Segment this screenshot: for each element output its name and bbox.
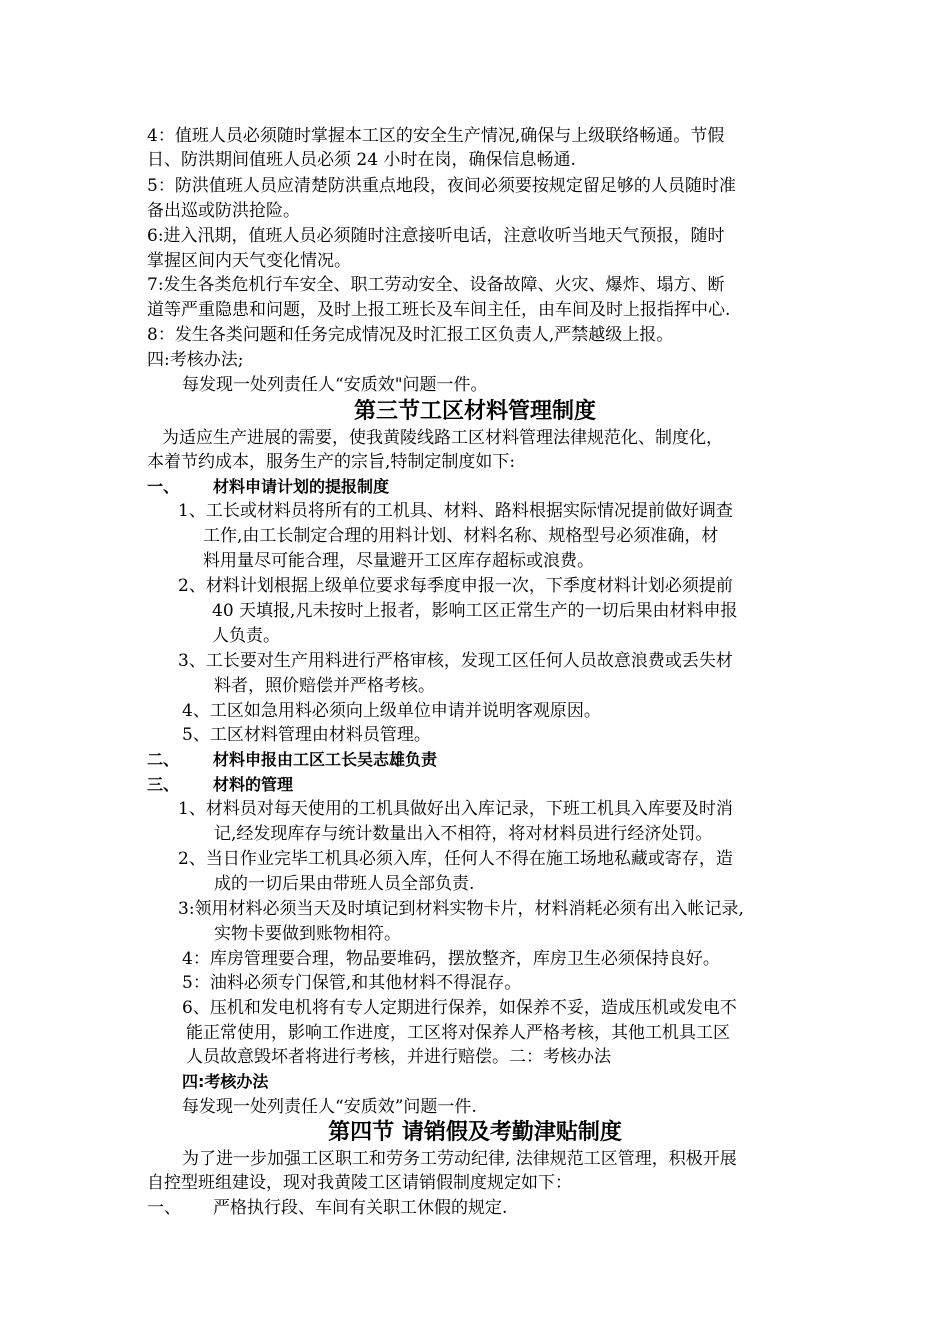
list-number: 三、: [147, 775, 180, 794]
subsection-heading: 材料申请计划的提报制度: [213, 477, 390, 496]
list-item: 1、材料员对每天使用的工机具做好出入库记录，下班工机具入库要及时消: [178, 799, 733, 819]
paragraph-line: 为适应生产进展的需要，使我黄陵线路工区材料管理法律规范化、制度化，: [162, 428, 723, 448]
paragraph-line: 日、防洪期间值班人员必须 24 小时在岗，确保信息畅通.: [147, 150, 576, 170]
paragraph-line: 每发现一处列责任人“安质效”问题一件.: [182, 1097, 477, 1117]
list-item: 6、压机和发电机将有专人定期进行保养，如保养不妥，造成压机或发电不: [182, 998, 737, 1018]
paragraph-line: 4：值班人员必须随时掌握本工区的安全生产情况,确保与上级联络畅通。节假: [147, 126, 725, 146]
list-item-continuation: 人员故意毁坏者将进行考核，并进行赔偿。二：考核办法: [186, 1047, 611, 1067]
paragraph-line: 7:发生各类危机行车安全、职工劳动安全、设备故障、火灾、爆炸、塌方、断: [147, 275, 725, 295]
paragraph-line: 5：防洪值班人员应清楚防洪重点地段，夜间必须要按规定留足够的人员随时准: [147, 176, 736, 196]
list-item: 4、工区如急用料必须向上级单位申请并说明客观原因。: [182, 701, 601, 721]
list-item-continuation: 记,经发现库存与统计数量出入不相符，将对材料员进行经济处罚。: [214, 824, 713, 844]
paragraph-line: 自控型班组建设，现对我黄陵工区请销假制度规定如下：: [147, 1173, 572, 1193]
paragraph-line: 道等严重隐患和问题，及时上报工班长及车间主任，由车间及时上报指挥中心.: [147, 300, 731, 320]
list-number: 二、: [147, 750, 180, 769]
paragraph-line: 6:进入汛期，值班人员必须随时注意接听电话，注意收听当地天气预报，随时: [147, 226, 725, 246]
list-item-continuation: 成的一切后果由带班人员全部负责.: [214, 874, 475, 894]
list-item: 4：库房管理要合理，物品要堆码，摆放整齐，库房卫生必须保持良好。: [182, 949, 720, 969]
paragraph-line: 每发现一处列责任人“安质效"问题一件。: [182, 375, 488, 395]
list-item: 3、工长要对生产用料进行严格审核，发现工区任何人员故意浪费或丢失材: [178, 651, 733, 671]
paragraph-line: 掌握区间内天气变化情况。: [147, 251, 351, 271]
list-item-continuation: 工作,由工长制定合理的用料计划、材料名称、规格型号必须准确，材: [203, 526, 719, 546]
list-item: 5、工区材料管理由材料员管理。: [182, 725, 431, 745]
list-item-continuation: 实物卡要做到账物相符。: [214, 924, 401, 944]
section-title: 第三节工区材料管理制度: [353, 399, 596, 424]
list-number: 一、: [147, 477, 180, 496]
list-number: 一、: [147, 1198, 181, 1218]
paragraph-line: 为了进一步加强工区职工和劳务工劳动纪律, 法律规范工区管理，积极开展: [182, 1149, 737, 1169]
subsection-heading: 四:考核办法: [182, 1072, 269, 1091]
list-item-continuation: 能正常使用，影响工作进度，工区将对保养人严格考核，其他工机具工区: [186, 1023, 730, 1043]
paragraph-line: 8：发生各类问题和任务完成情况及时汇报工区负责人,严禁越级上报。: [147, 325, 674, 345]
list-item: 2、当日作业完毕工机具必须入库，任何人不得在施工场地私藏或寄存，造: [178, 849, 733, 869]
paragraph-line: 四:考核办法;: [147, 350, 244, 370]
subsection-heading: 材料申报由工区工长吴志雄负责: [213, 750, 438, 769]
list-item-continuation: 料者，照价赔偿并严格考核。: [214, 676, 435, 696]
list-item-continuation: 40 天填报,凡未按时上报者，影响工区正常生产的一切后果由材料申报: [212, 601, 738, 621]
list-item: 严格执行段、车间有关职工休假的规定.: [213, 1198, 508, 1218]
list-item-continuation: 人负责。: [212, 626, 280, 646]
list-item: 5：油料必须专门保管,和其他材料不得混存。: [182, 973, 522, 993]
list-item: 3:领用材料必须当天及时填记到材料实物卡片，材料消耗必须有出入帐记录,: [178, 899, 744, 919]
paragraph-line: 备出巡或防洪抢险。: [147, 201, 300, 221]
section-title: 第四节 请销假及考勤津贴制度: [328, 1120, 622, 1145]
list-item: 1、工长或材料员将所有的工机具、材料、路料根据实际情况提前做好调查: [178, 501, 733, 521]
paragraph-line: 本着节约成本，服务生产的宗旨,特制定制度如下:: [147, 452, 516, 472]
list-item-continuation: 料用量尽可能合理，尽量避开工区库存超标或浪费。: [203, 551, 594, 571]
subsection-heading: 材料的管理: [213, 775, 294, 794]
list-item: 2、材料计划根据上级单位要求每季度申报一次，下季度材料计划必须提前: [178, 576, 733, 596]
